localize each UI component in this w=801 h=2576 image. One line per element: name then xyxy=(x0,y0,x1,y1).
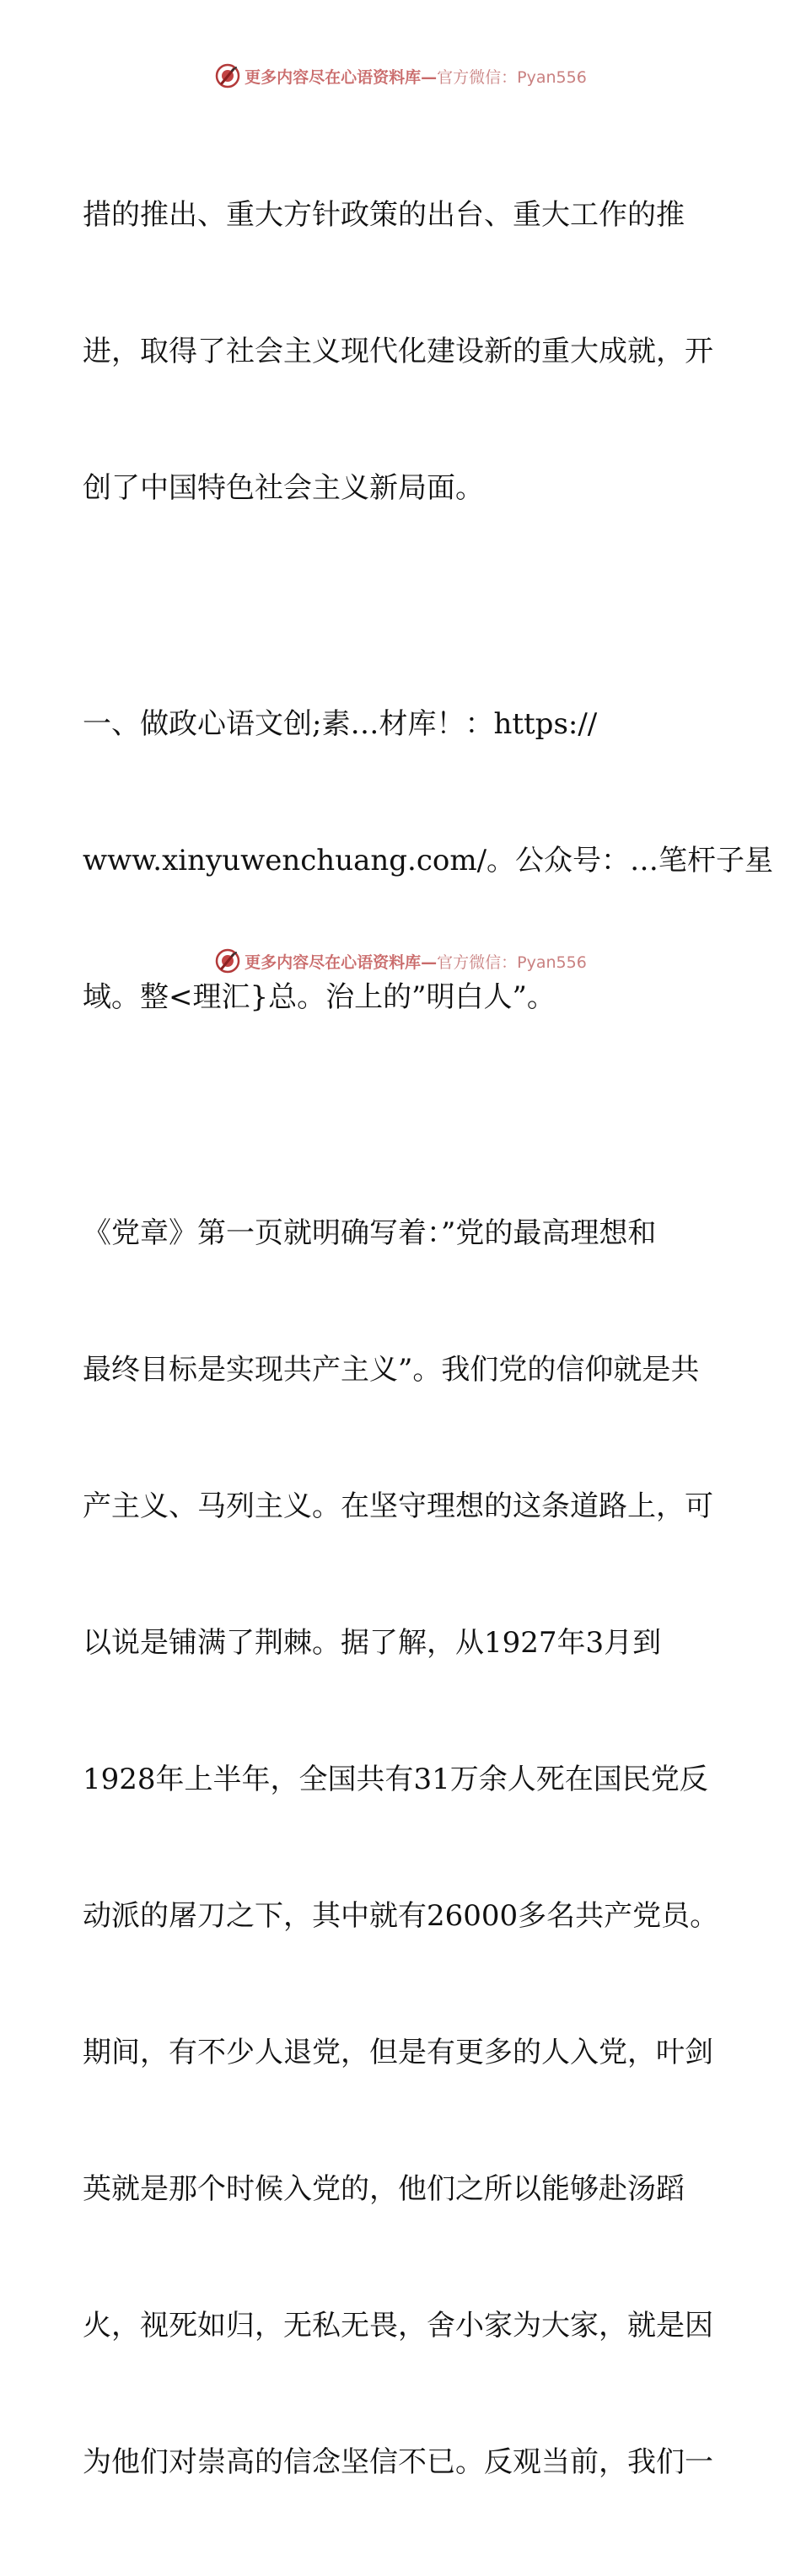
paragraph-2 xyxy=(83,610,774,1111)
text-line: 域。整<理汇}总。治上的”明白人”。 xyxy=(83,980,556,1014)
text-line: 进，取得了社会主义现代化建设新的重大成就，开 xyxy=(83,335,713,368)
banner-wechat-text: 官方微信：Pyan556 xyxy=(437,67,587,87)
text-line: 英就是那个时候入党的，他们之所以能够赴汤蹈 xyxy=(83,2172,685,2206)
document-body xyxy=(83,101,774,2576)
text-line: www.xinyuwenchuang.com/。公众号：…笔杆子星 xyxy=(83,844,774,877)
red-circle-pen-logo-icon xyxy=(214,947,241,974)
text-line: 措的推出、重大方针政策的出台、重大工作的推 xyxy=(83,198,685,232)
text-line: 产主义、马列主义。在坚守理想的这条道路上，可 xyxy=(83,1489,713,1523)
banner-text xyxy=(245,950,587,973)
text-line: 最终目标是实现共产主义”。我们党的信仰就是共 xyxy=(83,1353,700,1387)
text-line: 以说是铺满了荆棘。据了解，从1927年3月到 xyxy=(83,1626,662,1660)
header-watermark-banner xyxy=(0,57,801,94)
text-line: 动派的屠刀之下，其中就有26000多名共产党员。 xyxy=(83,1899,719,1933)
banner-site-text: 更多内容尽在心语资料库— xyxy=(245,953,438,972)
text-line: 创了中国特色社会主义新局面。 xyxy=(83,471,484,505)
text-line: 期间，有不少人退党，但是有更多的人入党，叶剑 xyxy=(83,2036,713,2069)
red-circle-pen-logo-icon xyxy=(214,62,241,89)
paragraph-1 xyxy=(83,101,723,602)
paragraph-3 xyxy=(83,1119,723,2576)
banner-site-text: 更多内容尽在心语资料库— xyxy=(245,67,438,87)
text-line: 《党章》第一页就明确写着：”党的最高理想和 xyxy=(83,1216,657,1250)
footer-watermark-banner xyxy=(0,942,801,979)
text-line: 1928年上半年，全国共有31万余人死在国民党反 xyxy=(83,1763,708,1796)
banner-wechat-text: 官方微信：Pyan556 xyxy=(437,953,587,972)
text-line: 一、做政心语文创;素…材库！：https:// xyxy=(83,707,598,741)
text-line: 火，视死如归，无私无畏，舍小家为大家，就是因 xyxy=(83,2309,713,2343)
text-line: 为他们对崇高的信念坚信不已。反观当前，我们一 xyxy=(83,2445,713,2479)
banner-text xyxy=(245,65,587,88)
